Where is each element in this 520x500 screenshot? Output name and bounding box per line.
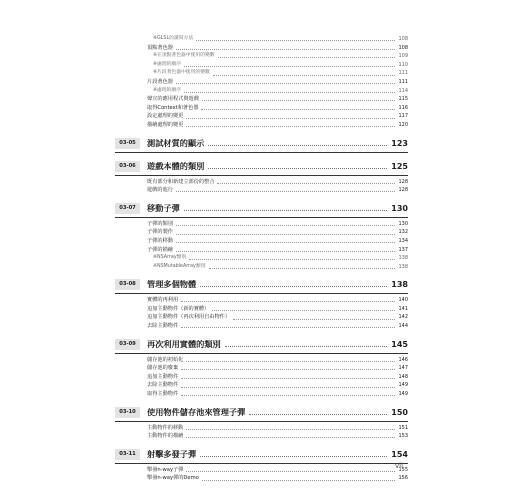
toc-entry-title: ※NSArray類別 xyxy=(153,255,187,261)
toc-entry-page: 149 xyxy=(398,391,408,398)
toc-entry xyxy=(115,296,408,305)
chapter-number: 03-11 xyxy=(115,449,140,460)
dot-leader xyxy=(181,369,395,370)
toc-entry-title: 既有部分和新建立部份的整合 xyxy=(147,178,215,185)
toc-entry-page: 147 xyxy=(398,365,408,372)
toc-entry-title: 擊發n-way彈的Demo xyxy=(147,475,199,482)
chapter-heading xyxy=(115,158,408,176)
toc-entry xyxy=(115,390,408,399)
chapter-page: 130 xyxy=(391,203,408,213)
dot-leader xyxy=(218,57,396,58)
toc-entry xyxy=(115,178,408,187)
dot-leader xyxy=(186,126,395,127)
toc-entry-title: ※處理的順序 xyxy=(153,61,182,67)
toc-entry-page: 149 xyxy=(398,382,408,389)
toc-entry xyxy=(115,424,408,433)
toc-entry-page: 130 xyxy=(398,220,408,227)
dot-leader xyxy=(176,234,396,235)
toc-entry-title: 描繪處理的變更 xyxy=(147,121,184,128)
dot-leader xyxy=(208,168,387,169)
toc-entry-page: 109 xyxy=(398,53,408,60)
toc-entry-title: 取得主動物件 xyxy=(147,391,179,398)
dot-leader xyxy=(212,310,395,311)
dot-leader xyxy=(181,327,395,328)
toc-entry-page: 120 xyxy=(398,121,408,128)
dot-leader xyxy=(202,480,396,481)
toc-entry-title: 儲存池的初始化 xyxy=(147,356,184,363)
dot-leader xyxy=(176,225,396,226)
table-of-contents xyxy=(115,35,408,483)
dot-leader xyxy=(196,40,395,41)
chapter-title: 測試材質的顯示 xyxy=(147,137,205,148)
dot-leader xyxy=(208,145,387,146)
chapter-number: 03-05 xyxy=(115,138,140,149)
dot-leader xyxy=(176,83,396,84)
dot-leader xyxy=(200,456,387,457)
chapter-page: 123 xyxy=(391,138,408,148)
toc-entry-title: 子彈的移動 xyxy=(147,237,173,244)
toc-entry-page: 141 xyxy=(398,305,408,312)
toc-entry xyxy=(115,474,408,483)
toc-entry-page: 108 xyxy=(398,36,408,42)
chapter-heading xyxy=(115,135,408,153)
chapter-page: 150 xyxy=(391,407,408,417)
dot-leader xyxy=(186,361,395,362)
dot-leader xyxy=(181,395,395,396)
toc-entry xyxy=(115,35,408,44)
dot-leader xyxy=(181,378,395,379)
chapter-number: 03-06 xyxy=(115,161,140,172)
toc-entry xyxy=(115,52,408,61)
toc-entry xyxy=(115,220,408,229)
toc-entry-title: 片段著色器 xyxy=(147,78,173,85)
toc-entry xyxy=(115,263,408,272)
toc-entry-title: ※NSMutableArray類別 xyxy=(153,263,206,269)
toc-entry-title: 追加主動物件 xyxy=(147,373,179,380)
toc-entry xyxy=(115,78,408,87)
toc-entry xyxy=(115,95,408,104)
toc-entry-title: 追加主動物件（新的實體） xyxy=(147,305,210,312)
dot-leader xyxy=(176,242,396,243)
toc-entry-page: 108 xyxy=(398,44,408,51)
toc-entry-title: 子彈的類別 xyxy=(147,220,173,227)
toc-entry xyxy=(115,121,408,130)
toc-entry xyxy=(115,246,408,255)
toc-entry xyxy=(115,61,408,70)
toc-entry-page: 146 xyxy=(398,356,408,363)
toc-entry xyxy=(115,186,408,195)
toc-entry xyxy=(115,254,408,263)
chapter-heading xyxy=(115,276,408,294)
toc-entry-title: 取得Context和著色器 xyxy=(147,104,199,111)
toc-entry-page: 137 xyxy=(398,246,408,253)
dot-leader xyxy=(184,66,395,67)
toc-entry-title: 擊發n-way子彈 xyxy=(147,466,184,473)
dot-leader xyxy=(202,100,396,101)
toc-entry xyxy=(115,44,408,53)
toc-entry-page: 140 xyxy=(398,297,408,304)
toc-entry-page: 155 xyxy=(398,466,408,473)
toc-entry-title: ※在頂點著色器中使用的變數 xyxy=(153,53,215,59)
dot-leader xyxy=(176,191,396,192)
dot-leader xyxy=(181,387,395,388)
dot-leader xyxy=(186,118,395,119)
toc-entry-page: 114 xyxy=(398,87,408,94)
dot-leader xyxy=(186,429,395,430)
toc-entry-page: 128 xyxy=(398,187,408,194)
chapter-page: 154 xyxy=(391,449,408,459)
toc-entry-title: 子彈的描繪 xyxy=(147,246,173,253)
toc-entry-page: 128 xyxy=(398,178,408,185)
chapter-number: 03-07 xyxy=(115,203,140,214)
chapter-title: 移動子彈 xyxy=(147,202,180,213)
dot-leader xyxy=(225,346,388,347)
chapter-number: 03-10 xyxy=(115,407,140,418)
toc-entry xyxy=(115,381,408,390)
dot-leader xyxy=(201,109,395,110)
toc-entry-page: 110 xyxy=(398,61,408,68)
toc-entry-title: ※處理的順序 xyxy=(153,87,182,93)
toc-entry-page: 115 xyxy=(398,96,408,103)
toc-entry xyxy=(115,237,408,246)
dot-leader xyxy=(176,49,396,50)
chapter-title: 射擊多發子彈 xyxy=(147,448,197,459)
chapter-title: 使用物件儲存池來管理子彈 xyxy=(147,406,246,417)
toc-entry xyxy=(115,69,408,78)
dot-leader xyxy=(181,301,395,302)
toc-entry-title: 遊戲的進行 xyxy=(147,187,173,194)
toc-entry xyxy=(115,112,408,121)
chapter-heading xyxy=(115,336,408,354)
toc-entry-page: 144 xyxy=(398,323,408,330)
toc-entry-title: ※片段著色器中使用的變數 xyxy=(153,70,210,76)
toc-entry-page: 117 xyxy=(398,113,408,120)
toc-entry-page: 153 xyxy=(398,433,408,440)
dot-leader xyxy=(189,259,395,260)
toc-entry xyxy=(115,313,408,322)
page-number: vii xyxy=(395,462,404,470)
chapter-title: 管理多個物體 xyxy=(147,279,197,290)
dot-leader xyxy=(217,183,395,184)
toc-entry-page: 116 xyxy=(398,104,408,111)
toc-entry-title: 聲宣的應用程式與遊戲 xyxy=(147,96,199,103)
chapter-number: 03-08 xyxy=(115,279,140,290)
toc-entry-page: 132 xyxy=(398,229,408,236)
chapter-heading xyxy=(115,200,408,218)
toc-entry-title: 子彈的製作 xyxy=(147,229,173,236)
toc-entry xyxy=(115,364,408,373)
toc-entry xyxy=(115,432,408,441)
toc-entry-page: 138 xyxy=(398,263,408,270)
toc-entry-title: 設定處理的變更 xyxy=(147,113,184,120)
dot-leader xyxy=(184,92,395,93)
dot-leader xyxy=(209,268,396,269)
dot-leader xyxy=(200,286,387,287)
chapter-title: 遊戲本體的類別 xyxy=(147,160,205,171)
dot-leader xyxy=(249,414,387,415)
toc-entry xyxy=(115,356,408,365)
dot-leader xyxy=(184,210,388,211)
toc-entry-page: 156 xyxy=(398,475,408,482)
chapter-page: 138 xyxy=(391,280,408,290)
dot-leader xyxy=(176,251,396,252)
toc-entry xyxy=(115,228,408,237)
toc-entry xyxy=(115,322,408,331)
toc-entry-title: 頂點著色器 xyxy=(147,44,173,51)
toc-entry-page: 111 xyxy=(398,78,408,85)
chapter-page: 145 xyxy=(391,339,408,349)
toc-entry xyxy=(115,104,408,113)
toc-entry-title: 主動物件的移動 xyxy=(147,424,184,431)
toc-entry-title: 實體的再利用 xyxy=(147,297,179,304)
toc-entry-page: 111 xyxy=(398,70,408,77)
toc-entry-title: 去除主動物件 xyxy=(147,382,179,389)
toc-entry-page: 138 xyxy=(398,255,408,262)
toc-entry-page: 148 xyxy=(398,373,408,380)
toc-entry-title: 去除主動物件 xyxy=(147,323,179,330)
toc-entry-title: 主動物件的描繪 xyxy=(147,433,184,440)
toc-entry xyxy=(115,305,408,314)
toc-entry xyxy=(115,87,408,96)
toc-entry-title: 追加主動物件（再次利用自由物件） xyxy=(147,314,231,321)
dot-leader xyxy=(186,471,395,472)
chapter-heading xyxy=(115,446,408,464)
chapter-number: 03-09 xyxy=(115,339,140,350)
chapter-heading xyxy=(115,404,408,422)
dot-leader xyxy=(186,437,395,438)
toc-entry xyxy=(115,373,408,382)
chapter-page: 125 xyxy=(391,161,408,171)
dot-leader xyxy=(233,319,395,320)
toc-entry-page: 142 xyxy=(398,314,408,321)
dot-leader xyxy=(213,75,396,76)
toc-entry-page: 134 xyxy=(398,237,408,244)
toc-entry-title: 儲存池的廢棄 xyxy=(147,365,179,372)
toc-entry-page: 151 xyxy=(398,424,408,431)
toc-entry-title: ※GLSL的讀寫方法 xyxy=(153,36,194,41)
chapter-title: 再次利用實體的類別 xyxy=(147,338,221,349)
toc-entry xyxy=(115,466,408,475)
